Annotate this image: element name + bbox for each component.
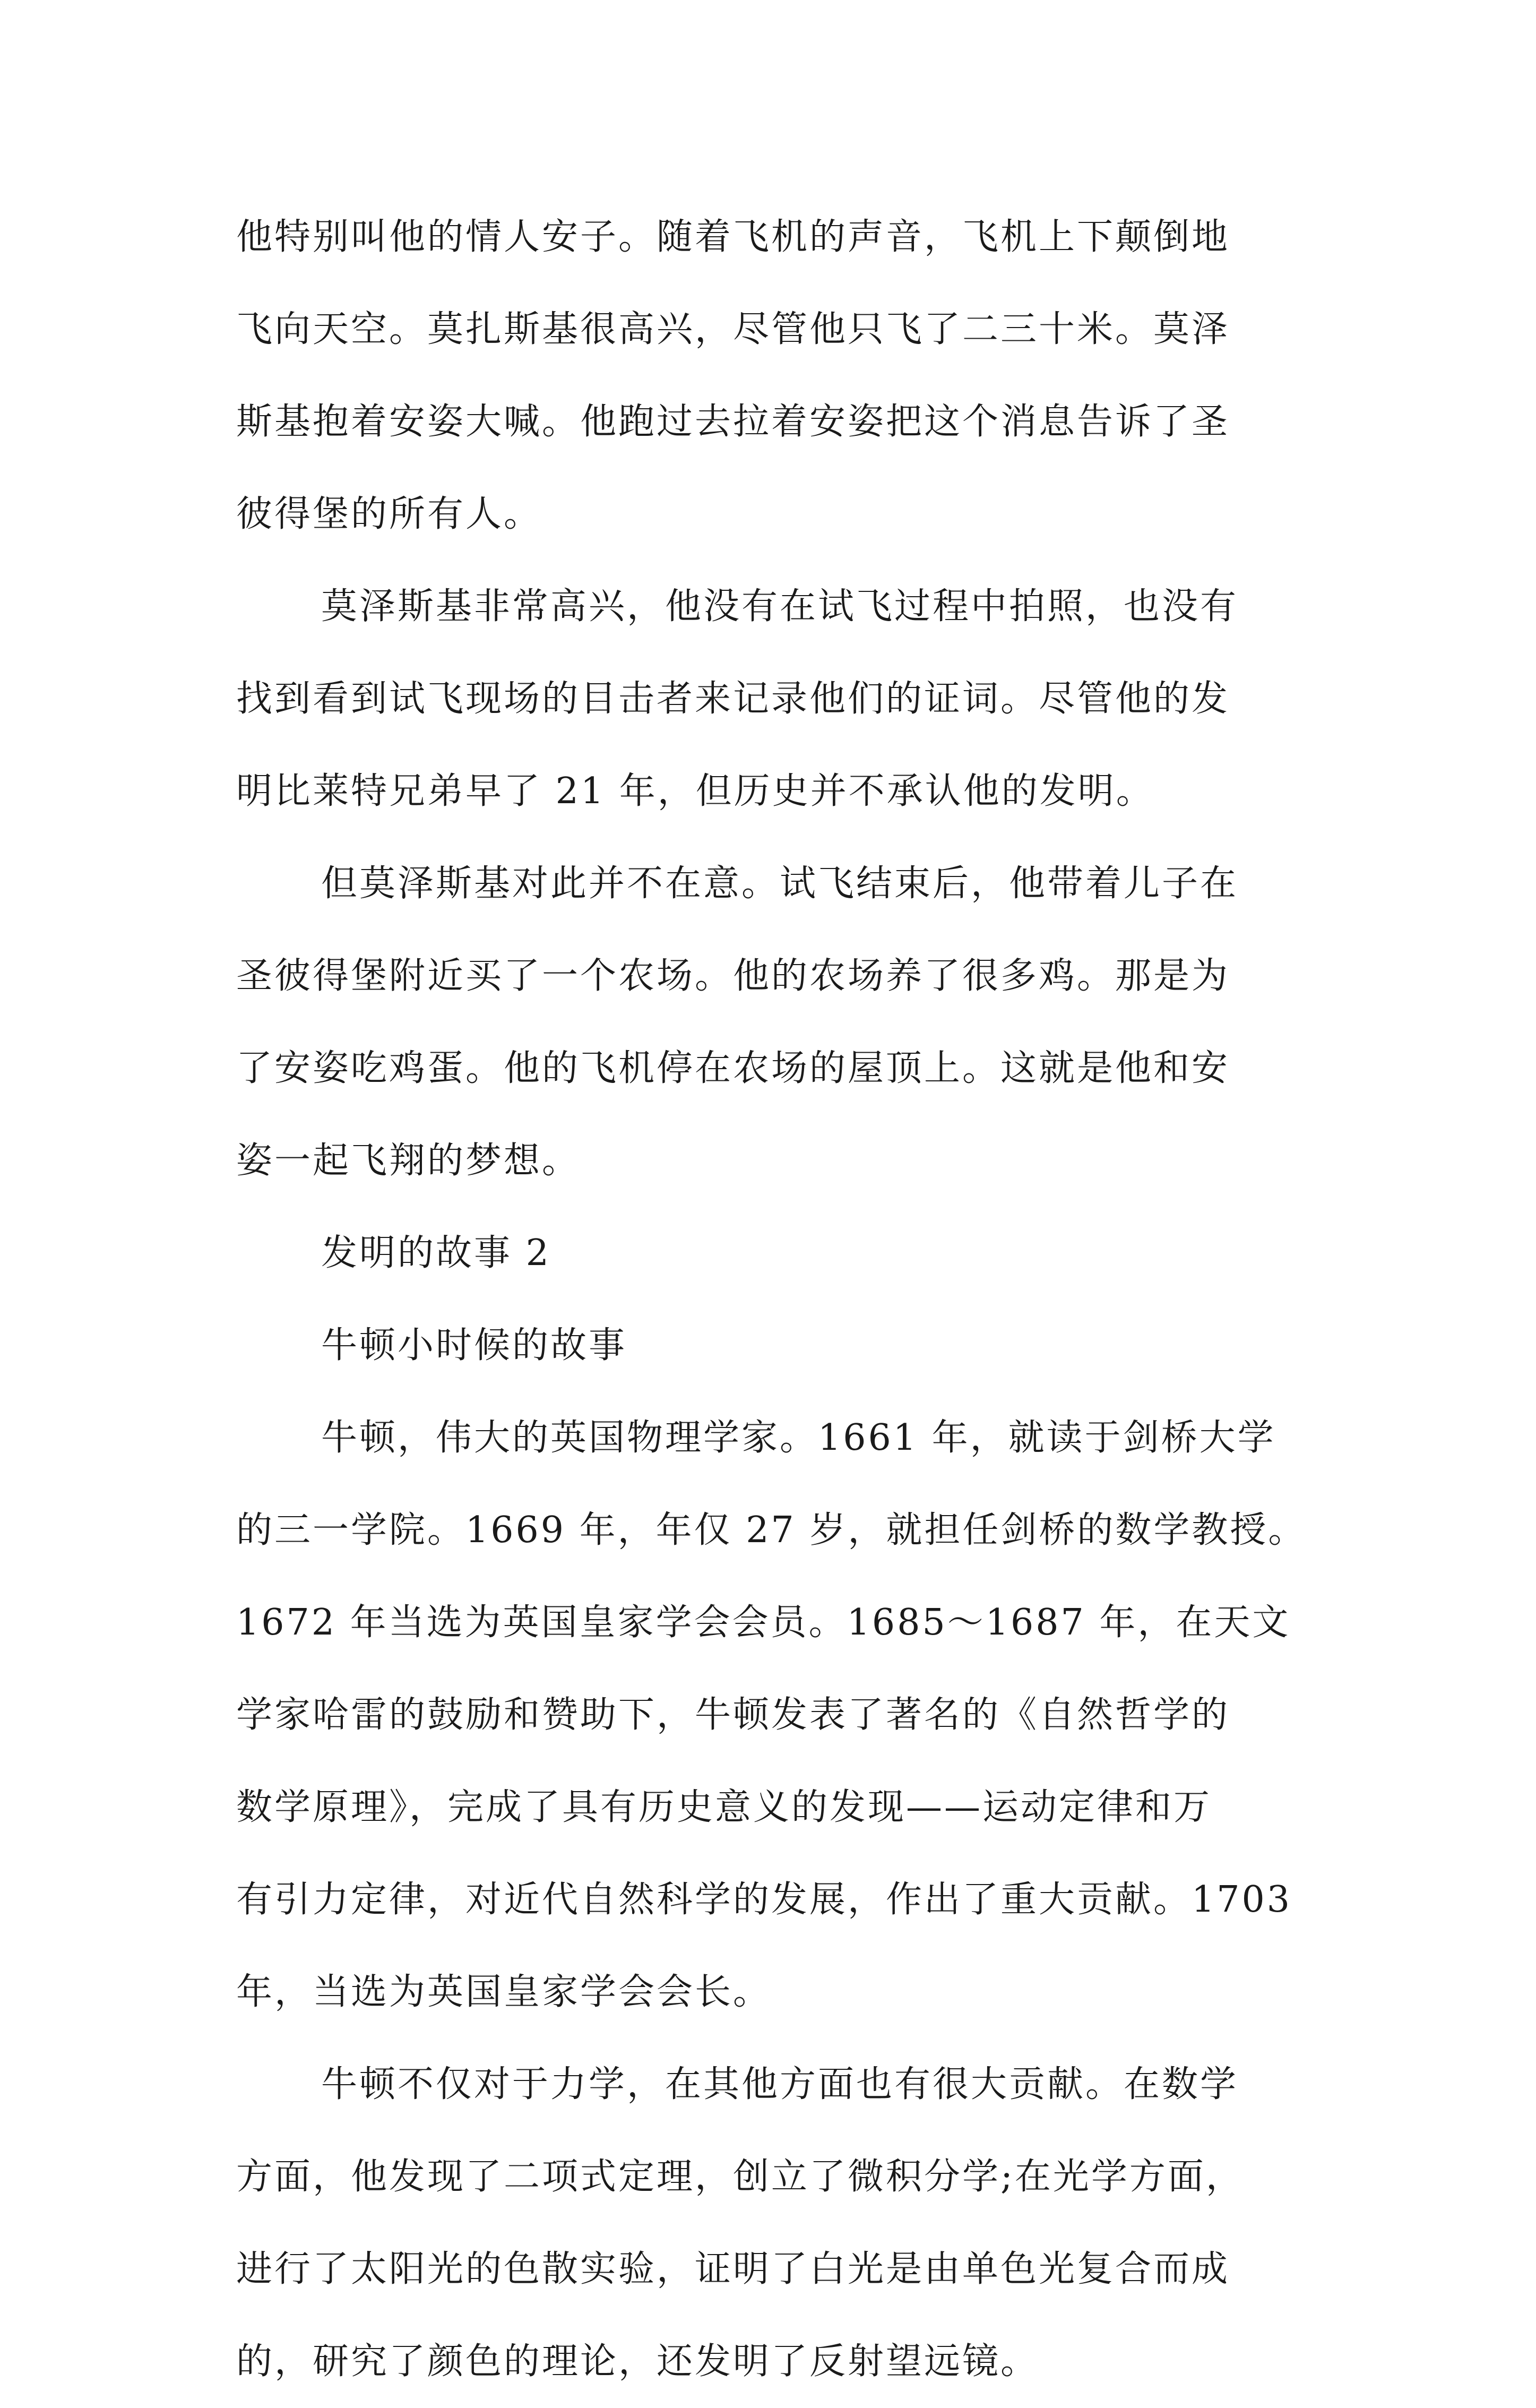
text-line: 数学原理》，完成了具有历史意义的发现——运动定律和万 — [236, 1786, 1212, 1828]
text-line: 莫泽斯基非常高兴，他没有在试飞过程中拍照，也没有 — [321, 586, 1239, 627]
text-line: 年，当选为英国皇家学会会长。 — [236, 1971, 772, 2013]
text-line: 牛顿小时候的故事 — [321, 1325, 627, 1366]
section-heading — [236, 1207, 1319, 1300]
text-line: 明比莱特兄弟早了 21 年，但历史并不承认他的发明。 — [236, 770, 1154, 812]
paragraph — [236, 838, 1319, 1207]
text-line: 发明的故事 2 — [321, 1232, 551, 1274]
text-line: 学家哈雷的鼓励和赞助下，牛顿发表了著名的《自然哲学的 — [236, 1694, 1230, 1736]
text-line: 进行了太阳光的色散实验，证明了白光是由单色光复合而成 — [236, 2248, 1230, 2290]
text-line: 有引力定律，对近代自然科学的发展，作出了重大贡献。1703 — [236, 1879, 1292, 1921]
text-line: 圣彼得堡附近买了一个农场。他的农场养了很多鸡。那是为 — [236, 955, 1230, 997]
paragraph — [236, 191, 1319, 561]
paragraph — [236, 2039, 1319, 2408]
text-line: 他特别叫他的情人安子。随着飞机的声音，飞机上下颠倒地 — [236, 216, 1230, 258]
text-line: 飞向天空。莫扎斯基很高兴，尽管他只飞了二三十米。莫泽 — [236, 308, 1230, 350]
paragraph — [236, 1392, 1319, 2039]
text-line: 彼得堡的所有人。 — [236, 493, 542, 535]
story-title — [236, 1300, 1319, 1392]
text-line: 了安姿吃鸡蛋。他的飞机停在农场的屋顶上。这就是他和安 — [236, 1047, 1230, 1089]
text-line: 的，研究了颜色的理论，还发明了反射望远镜。 — [236, 2341, 1039, 2383]
text-line: 找到看到试飞现场的目击者来记录他们的证词。尽管他的发 — [236, 678, 1230, 720]
text-line: 牛顿不仅对于力学，在其他方面也有很大贡献。在数学 — [321, 2063, 1239, 2105]
text-line: 方面，他发现了二项式定理，创立了微积分学;在光学方面， — [236, 2156, 1244, 2198]
paragraph — [236, 561, 1319, 838]
text-line: 1672 年当选为英国皇家学会会员。1685～1687 年，在天文 — [236, 1602, 1291, 1644]
document-body — [236, 191, 1319, 2408]
text-line: 牛顿，伟大的英国物理学家。1661 年，就读于剑桥大学 — [321, 1417, 1276, 1459]
text-line: 的三一学院。1669 年，年仅 27 岁，就担任剑桥的数学教授。 — [236, 1509, 1307, 1551]
text-line: 斯基抱着安姿大喊。他跑过去拉着安姿把这个消息告诉了圣 — [236, 401, 1230, 443]
text-line: 姿一起飞翔的梦想。 — [236, 1140, 581, 1182]
text-line: 但莫泽斯基对此并不在意。试飞结束后，他带着儿子在 — [321, 863, 1239, 905]
